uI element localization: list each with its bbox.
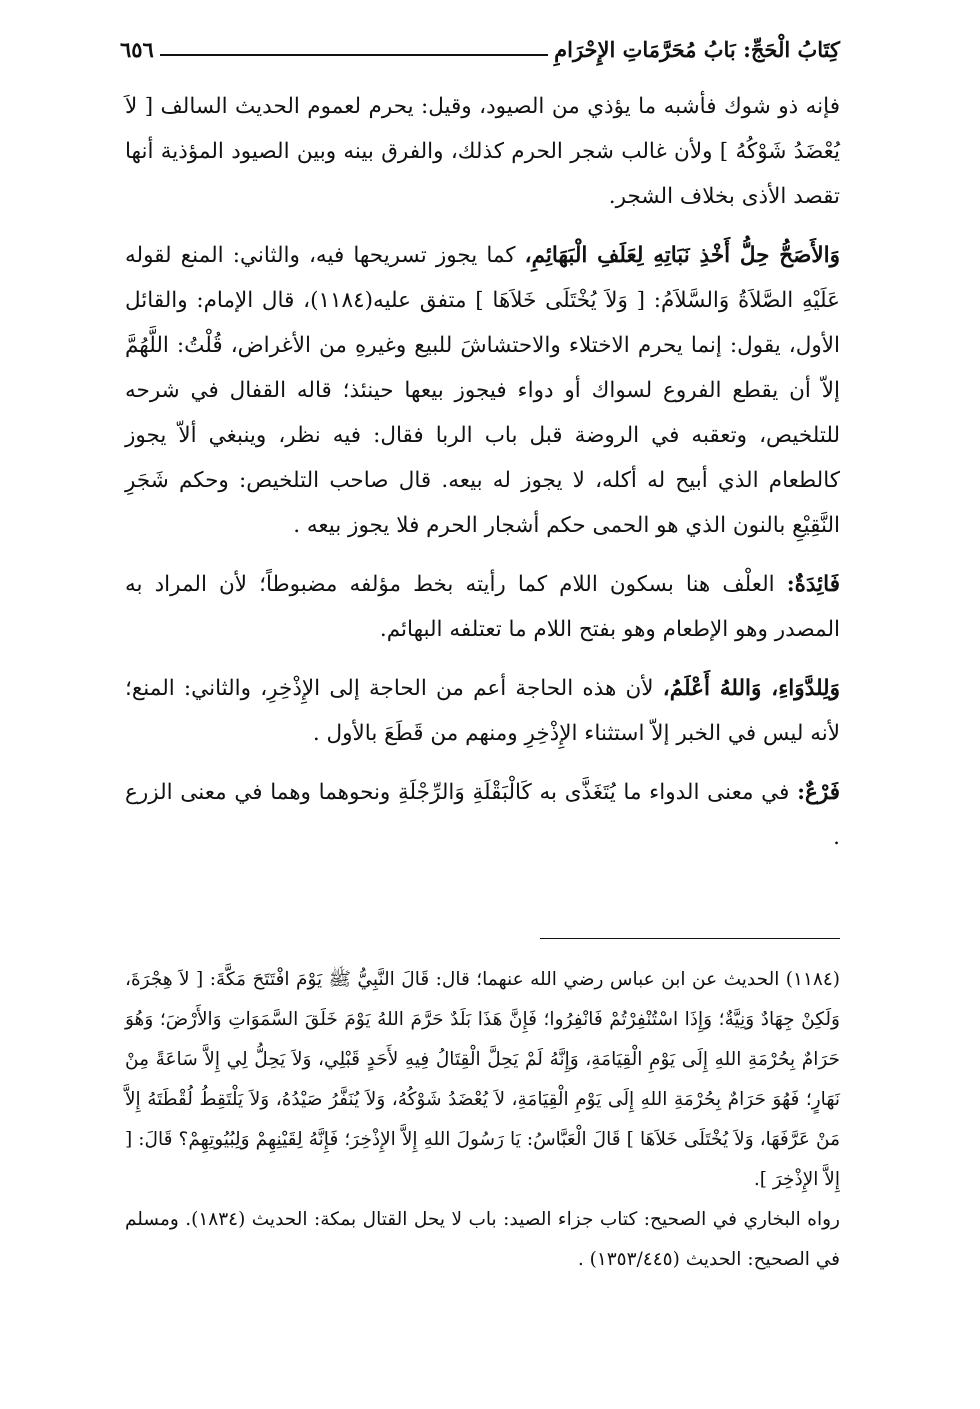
paragraph-text: فإنه ذو شوك فأشبه ما يؤذي من الصيود، وقيل: يحرم لعموم الحديث السالف [ لاَ يُعْضَدُ شَوْكُهُ ] ولأن غالب شجر الحرم كذلك، والفرق بينه وبين الصيود المؤذية أنها تقصد الأذى بخلاف الشجر. [125, 94, 840, 209]
running-header [120, 22, 840, 62]
paragraph-text: في معنى الدواء ما يُتَغَذَّى به كَالْبَقْلَةِ وَالرِّجْلَةِ ونحوهما وهما في معنى الزرع . [125, 780, 840, 850]
paragraph-lead: وَالأَصَحُّ حِلُّ أَخْذِ نَبَاتِهِ لِعَلَفِ الْبَهَائِمِ، [524, 243, 840, 268]
paragraph-lead: وَلِلدَّوَاءِ، وَاللهُ أَعْلَمُ، [662, 676, 840, 701]
paragraph [125, 233, 840, 548]
footnotes [125, 960, 840, 1280]
paragraph [125, 84, 840, 219]
footnote-source: رواه البخاري في الصحيح: كتاب جزاء الصيد: باب لا يحل القتال بمكة: الحديث (١٨٣٤). ومسلم في الصحيح: الحديث (١٣٥٣/٤٤٥) . [125, 1209, 840, 1270]
paragraph-text: العلْف هنا بسكون اللام كما رأيته بخط مؤلفه مضبوطاً؛ لأن المراد به المصدر وهو الإطعام وهو بفتح اللام ما تعتلفه البهائم. [125, 572, 840, 642]
footnote: (١١٨٤) الحديث عن ابن عباس رضي الله عنهما؛ قال: قَالَ النَّبِيُّ ﷺ يَوْمَ افْتَتَحَ مَكَّةَ: [ لاَ هِجْرَةَ، وَلَكِنْ جِهَادٌ وَنِيَّةٌ؛ وَإِذَا اسْتُنْفِرْتُمْ فَانْفِرُوا؛ فَإِنَّ هَذَا بَلَدٌ حَرَّمَ اللهُ يَوْمَ خَلَقَ السَّمَوَاتِ وَالأَرْضَ؛ وَهُوَ حَرَامٌ بِحُرْمَةِ اللهِ إِلَى يَوْمِ الْقِيَامَةِ، وَإِنَّهُ لَمْ يَحِلَّ الْقِتَالُ فِيهِ لأَحَدٍ قَبْلِي، وَلاَ يَحِلُّ لِي إِلاَّ سَاعَةً مِنْ نَهَارٍ؛ فَهُوَ حَرَامٌ بِحُرْمَةِ اللهِ إِلَى يَوْمِ الْقِيَامَةِ، لاَ يُعْضَدُ شَوْكُهُ، وَلاَ يُنَفَّرُ صَيْدُهُ، وَلاَ يَلْتَقِطُ لُقْطَتَهُ إِلاَّ مَنْ عَرَّفَهَا، وَلاَ يُخْتَلَى خَلاَهَا ] قَالَ الْعَبَّاسُ: يَا رَسُولَ اللهِ إِلاَّ الإِذْخِرَ؛ فَإِنَّهُ لِقَيْنِهِمْ وَلِبُيُوتِهِمْ؟ قَالَ: [ إِلاَّ الإِذْخِرَ ]. [125, 969, 840, 1190]
page-number: ٦٥٦ [120, 37, 154, 62]
main-text [125, 84, 840, 874]
running-title: كِتَابُ الْحَجِّ: بَابُ مُحَرَّمَاتِ الإِحْرَامِ [554, 37, 840, 62]
paragraph-lead: فَرْعٌ: [797, 780, 840, 805]
paragraph-lead: فَائِدَةٌ: [786, 572, 840, 597]
paragraph [125, 770, 840, 860]
footnote-separator [540, 938, 840, 939]
paragraph-text: لأن هذه الحاجة أعم من الحاجة إلى الإِذْخِرِ، والثاني: المنع؛ لأنه ليس في الخبر إلاّ استثناء الإِذْخِرِ ومنهم من قَطَعَ بالأول . [125, 676, 840, 746]
paragraph [125, 666, 840, 756]
paragraph [125, 562, 840, 652]
paragraph-text: كما يجوز تسريحها فيه، والثاني: المنع لقوله عَلَيْهِ الصَّلاَةُ وَالسَّلاَمُ: [ وَلاَ يُخْتَلَى خَلاَهَا ] متفق عليه(١١٨٤)، قال الإمام: والقائل الأول، يقول: إنما يحرم الاختلاء والاحتشاشَ للبيع وغيرهِ من الأغراض، قُلْتُ: اللَّهُمَّ إلاّ أن يقطع الفروع لسواك أو دواء فيجوز بيعها حينئذ؛ قاله القفال في شرحه للتلخيص، وتعقبه في الروضة قبل باب الربا فقال: فيه نظر، وينبغي ألاّ يجوز كالطعام الذي أبيح له أكله، لا يجوز له بيعه. قال صاحب التلخيص: وحكم شَجَرِ النَّقِيْعِ بالنون الذي هو الحمى حكم أشجار الحرم فلا يجوز بيعه . [125, 243, 840, 538]
header-rule [160, 54, 548, 56]
